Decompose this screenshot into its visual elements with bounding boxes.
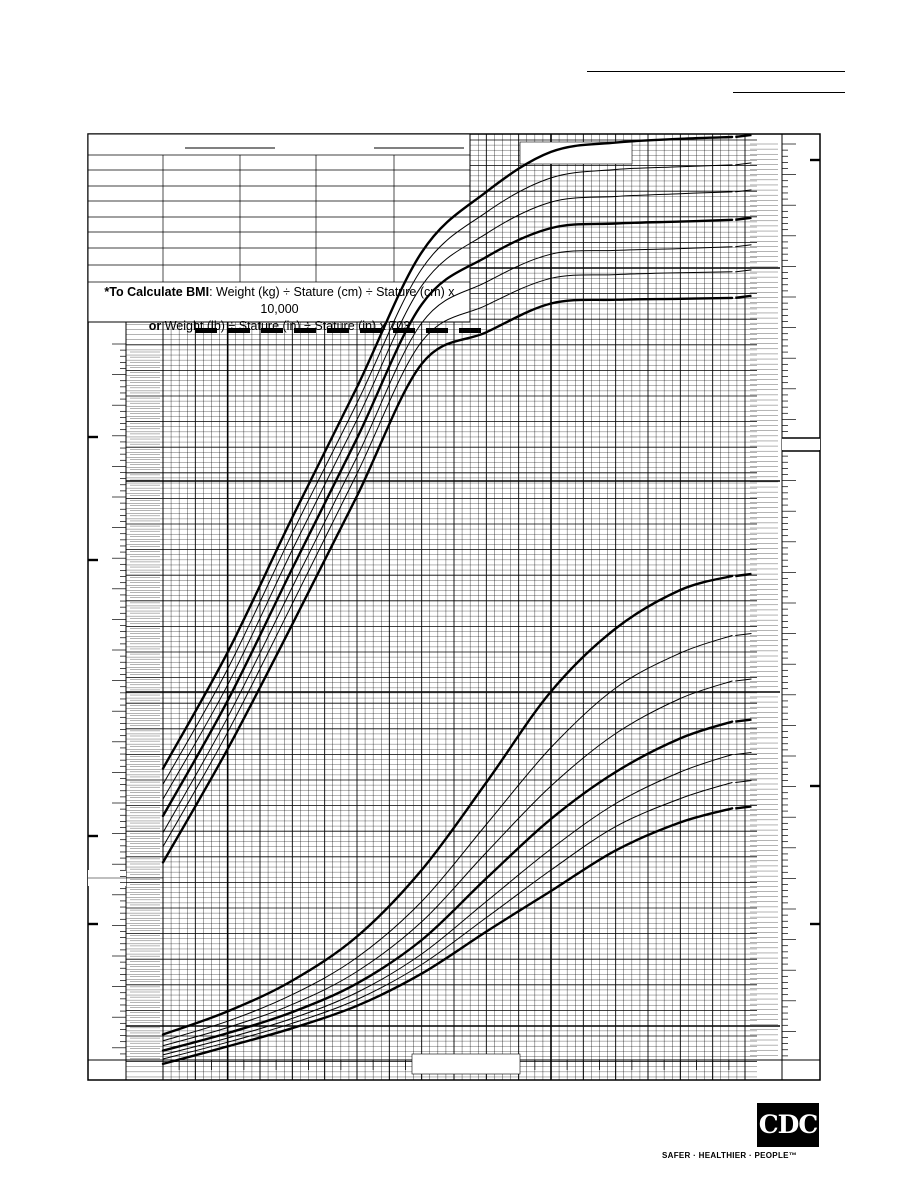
bmi-formula-heading: *To Calculate BMI [104,285,210,299]
percentile-curve-lower-5 [163,755,732,1055]
bmi-formula-metric: : Weight (kg) ÷ Stature (cm) ÷ Stature (cm) x 10,000 [209,285,455,316]
percentile-end-marker [735,296,751,298]
bmi-formula-imperial: Weight (lb) ÷ Stature (in) ÷ Stature (in) x 703 [161,319,411,333]
percentile-end-marker [735,245,751,247]
percentile-end-marker [735,574,751,576]
percentile-end-marker [735,634,751,636]
cdc-logo [662,1103,830,1163]
percentile-end-marker [735,270,751,272]
right-scale-gap [782,438,820,450]
percentile-end-marker [735,806,751,808]
grid-label-box-bottom [412,1054,520,1074]
bmi-formula-or: or [148,319,162,333]
bmi-formula-note [89,284,470,335]
cdc-logo-tagline: SAFER · HEALTHIER · PEOPLE™ [662,1151,798,1160]
percentile-end-marker [735,135,751,137]
percentile-curve-upper-6 [163,272,732,847]
percentile-curve-upper-7 [163,298,732,863]
percentile-end-marker [735,720,751,722]
percentile-curve-lower-6 [163,783,732,1060]
percentile-end-marker [735,163,751,165]
percentile-curve-lower-3 [163,681,732,1046]
bmi-formula-line-1 [89,284,470,318]
percentile-end-marker [735,679,751,681]
cdc-logo-mark: CDC [757,1103,819,1147]
percentile-end-marker [735,781,751,783]
bmi-formula-line-2 [89,318,470,335]
percentile-end-marker [735,218,751,220]
